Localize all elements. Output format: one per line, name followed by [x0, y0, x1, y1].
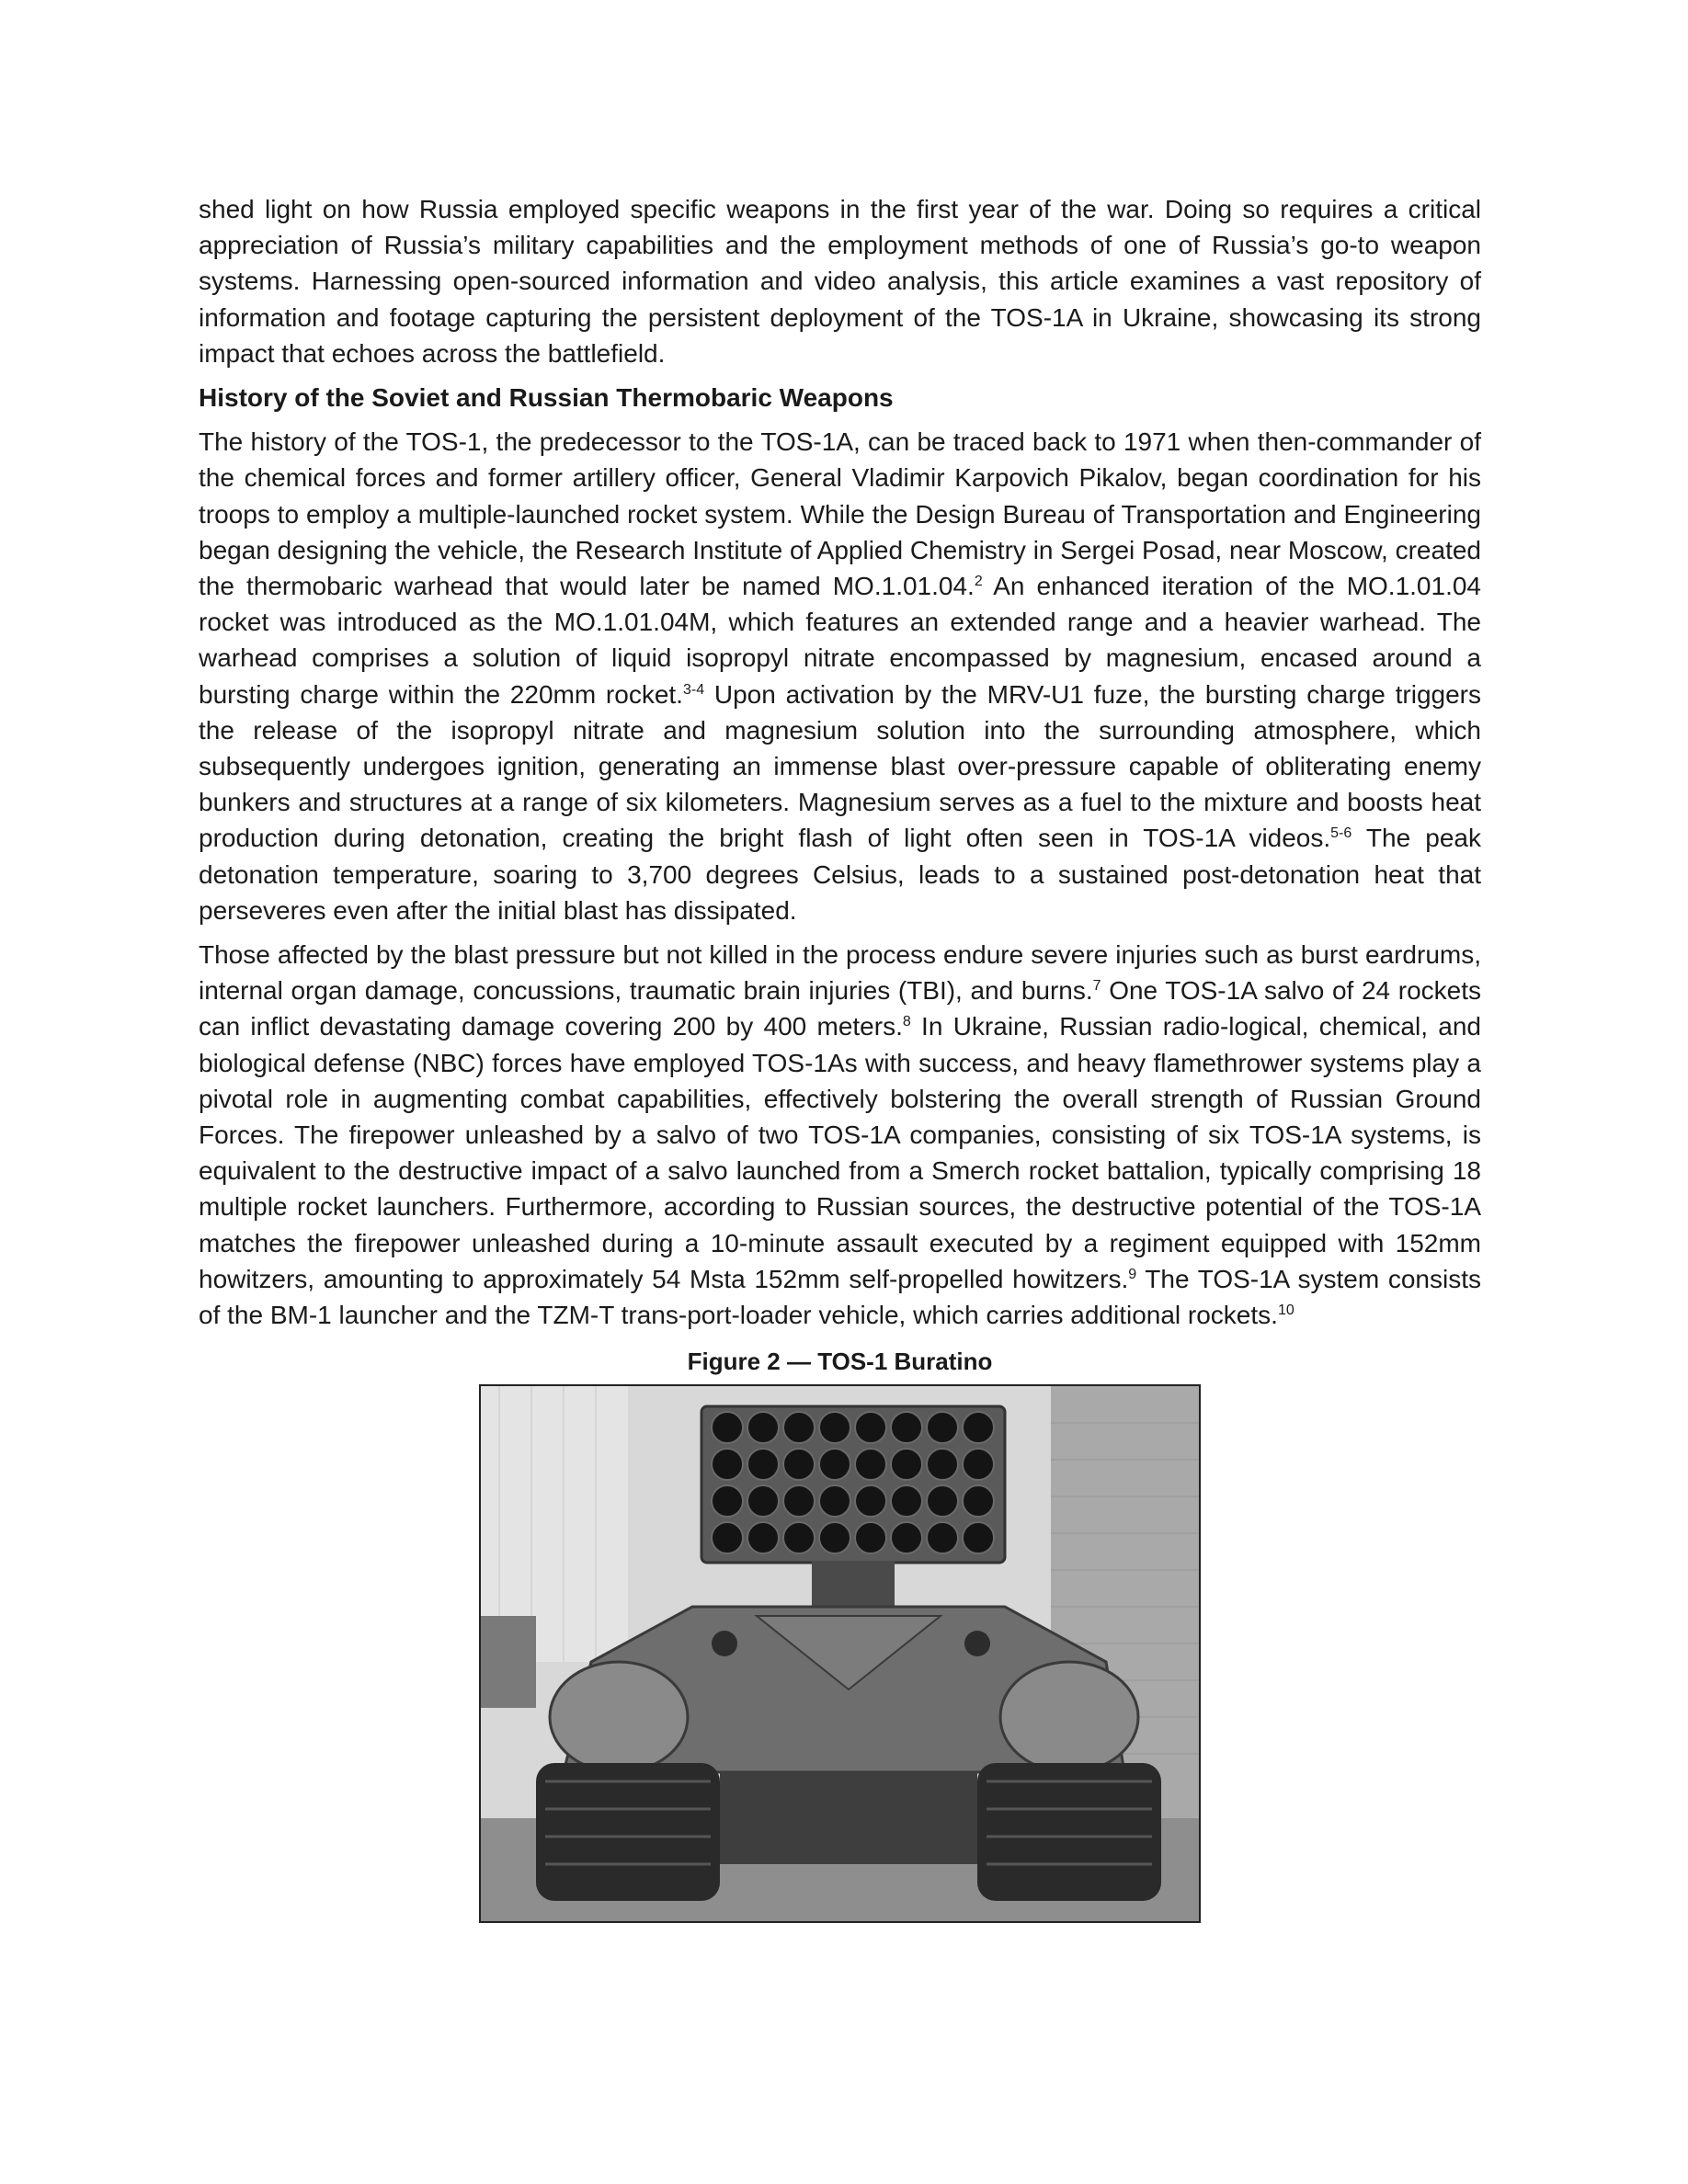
- paragraph-text: The history of the TOS-1, the predecessor to the TOS-1A, can be traced back to 1971 when then-commander of the chemical forces and former artillery officer, General Vladimir Karpovich Pikalov, began coordination for his troops to employ a multiple-launched rocket system. While the Design Bureau of Transportation and Engineering began designing the vehicle, the Research Institute of Applied Chemistry in Sergei Posad, near Moscow, created the thermobaric warhead that would later be named MO.1.01.04.: [199, 427, 1481, 601]
- rocket-tube: [963, 1449, 994, 1480]
- rocket-tube: [712, 1412, 743, 1443]
- footnote-ref: 5-6: [1330, 825, 1352, 842]
- rocket-tube: [927, 1522, 958, 1553]
- rocket-tube: [783, 1485, 815, 1517]
- rocket-tube: [927, 1485, 958, 1517]
- section-heading: History of the Soviet and Russian Thermobaric Weapons: [199, 383, 894, 413]
- rocket-tube: [819, 1412, 850, 1443]
- tos-1-launcher-photo-icon: [481, 1386, 1199, 1921]
- rocket-tube: [819, 1485, 850, 1517]
- rocket-tube: [855, 1485, 886, 1517]
- footnote-ref: 7: [1092, 978, 1101, 995]
- footnote-ref: 8: [902, 1014, 911, 1030]
- paragraph-history: [199, 424, 1481, 928]
- rocket-tube: [819, 1449, 850, 1480]
- paragraph-text: The peak detonation temperature, soaring to 3,700 degrees Celsius, leads to a sustained post-detonation heat that perseveres even after the initial blast has dissipated.: [199, 824, 1481, 925]
- figure-photo: [479, 1384, 1201, 1923]
- rocket-tube: [855, 1449, 886, 1480]
- rocket-tube: [712, 1449, 743, 1480]
- rocket-tube: [783, 1522, 815, 1553]
- footnote-ref: 3-4: [682, 681, 705, 698]
- rocket-tube: [891, 1449, 922, 1480]
- rocket-tube: [963, 1485, 994, 1517]
- rocket-tube: [927, 1449, 958, 1480]
- paragraph-text: Those affected by the blast pressure but not killed in the process endure severe injuries such as burst eardrums, internal organ damage, concussions, traumatic brain injuries (TBI), and burns.: [199, 940, 1481, 1006]
- rocket-tube: [963, 1412, 994, 1443]
- rocket-tube: [855, 1522, 886, 1553]
- paragraph-text: An enhanced iteration of the MO.1.01.04 rocket was introduced as the MO.1.01.04M, which features an extended range and a heavier warhead. The warhead comprises a solution of liquid isopropyl nitrate encompassed by magnesium, encased around a bursting charge within the 220mm rocket.: [199, 572, 1481, 709]
- rocket-tube: [712, 1485, 743, 1517]
- rocket-tube: [747, 1522, 779, 1553]
- paragraph-text: Upon activation by the MRV-U1 fuze, the bursting charge triggers the release of the isopropyl nitrate and magnesium solution into the surrounding atmosphere, which subsequently undergoes ignition, generating an immense blast over-pressure capable of obliterating enemy bunkers and structures at a range of six kilometers. Magnesium serves as a fuel to the mixture and boosts heat production during detonation, creating the bright flash of light often seen in TOS-1A videos.: [199, 679, 1481, 853]
- paragraph-intro: [199, 191, 1481, 371]
- rocket-tube: [891, 1412, 922, 1443]
- rocket-tube: [927, 1412, 958, 1443]
- rocket-tube: [855, 1412, 886, 1443]
- paragraph-text: One TOS-1A salvo of 24 rockets can inflict devastating damage covering 200 by 400 meters.: [199, 976, 1481, 1041]
- rocket-tube: [712, 1522, 743, 1553]
- paragraph-text: The TOS-1A system consists of the BM-1 launcher and the TZM-T trans-port-loader vehicle, which carries additional rockets.: [199, 1264, 1481, 1330]
- article-body: [199, 191, 1481, 1923]
- rocket-tube: [891, 1485, 922, 1517]
- rocket-tube: [747, 1449, 779, 1480]
- paragraph-effects: [199, 937, 1481, 1333]
- figure-caption: Figure 2 — TOS-1 Buratino: [687, 1348, 993, 1376]
- rocket-tube: [963, 1522, 994, 1553]
- rocket-tube: [747, 1485, 779, 1517]
- rocket-tube: [783, 1449, 815, 1480]
- rocket-tube: [819, 1522, 850, 1553]
- footnote-ref: 2: [974, 574, 983, 590]
- footnote-ref: 9: [1128, 1266, 1137, 1282]
- rocket-tube: [891, 1522, 922, 1553]
- paragraph-text: shed light on how Russia employed specific weapons in the first year of the war. Doing so requires a critical appreciation of Russia’s military capabilities and the employment methods of one of Russia’s go-to weapon systems. Harnessing open-sourced information and video analysis, this article examines a vast repository of information and footage capturing the persistent deployment of the TOS-1A in Ukraine, showcasing its strong impact that echoes across the battlefield.: [199, 195, 1481, 368]
- paragraph-text: In Ukraine, Russian radio-logical, chemical, and biological defense (NBC) forces have employed TOS-1As with success, and heavy flamethrower systems play a pivotal role in augmenting combat capabilities, effectively bolstering the overall strength of Russian Ground Forces. The firepower unleashed by a salvo of two TOS-1A companies, consisting of six TOS-1A systems, is equivalent to the destructive impact of a salvo launched from a Smerch rocket battalion, typically comprising 18 multiple rocket launchers. Furthermore, according to Russian sources, the destructive potential of the TOS-1A matches the firepower unleashed during a 10-minute assault executed by a regiment equipped with 152mm howitzers, amounting to approximately 54 Msta 152mm self-propelled howitzers.: [199, 1012, 1482, 1293]
- rocket-tube: [747, 1412, 779, 1443]
- rocket-tube: [783, 1412, 815, 1443]
- footnote-ref: 10: [1277, 1302, 1295, 1319]
